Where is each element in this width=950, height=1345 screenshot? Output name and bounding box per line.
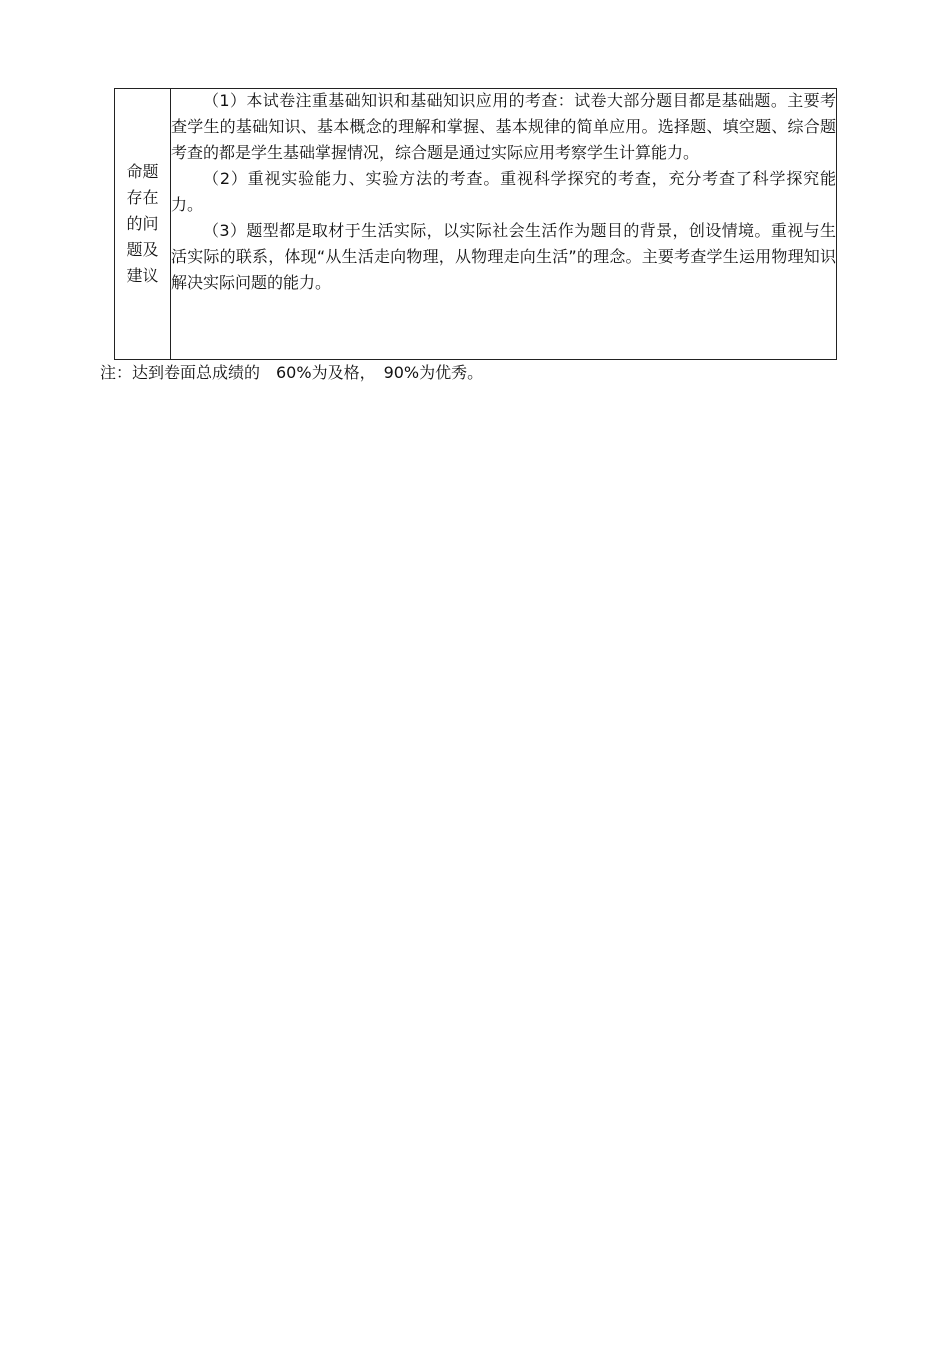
paragraph-3: （3）题型都是取材于生活实际，以实际社会生活作为题目的背景，创设情境。重视与生活实际的联系，体现“从生活走向物理，从物理走向生活”的理念。主要考查学生运用物理知识解决实际问题的能力。 [171,221,836,292]
analysis-table [114,88,837,360]
paragraph-1: （1）本试卷注重基础知识和基础知识应用的考查：试卷大部分题目都是基础题。主要考查学生的基础知识、基本概念的理解和掌握、基本规律的简单应用。选择题、填空题、综合题考查的都是学生基础掌握情况，综合题是通过实际应用考察学生计算能力。 [171,91,836,162]
row-content-cell [171,89,837,360]
paragraph-2: （2）重视实验能力、实验方法的考查。重视科学探究的考查，充分考查了科学探究能力。 [171,169,836,214]
row-label-cell [115,89,171,360]
table-row [115,89,837,360]
row-label: 命题存在的问题及建议 [126,162,159,285]
footnote: 注：达到卷面总成绩的 60%为及格， 90%为优秀。 [100,363,484,382]
